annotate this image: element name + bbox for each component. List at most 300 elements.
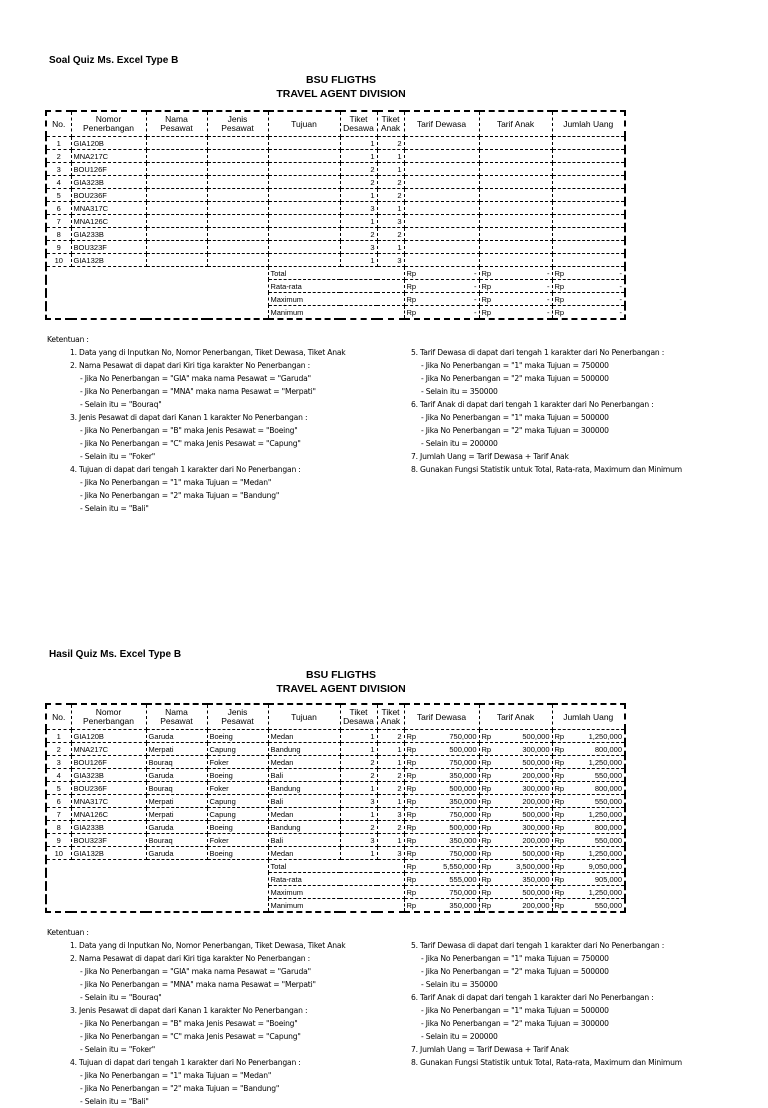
cell-tiket-dewasa[interactable]: 2 bbox=[340, 228, 377, 241]
currency-label: Rp bbox=[406, 887, 417, 897]
cell-jenis[interactable] bbox=[207, 254, 268, 267]
cell-nama[interactable]: Bouraq bbox=[146, 834, 207, 847]
cell-jenis[interactable]: Foker bbox=[207, 782, 268, 795]
amount-value: 300,000 bbox=[522, 822, 550, 832]
cell-jenis[interactable]: Capung bbox=[207, 795, 268, 808]
cell-tarif-anak[interactable] bbox=[479, 782, 552, 795]
summary-label[interactable]: Maximum bbox=[268, 886, 404, 899]
cell-tarif-dewasa[interactable] bbox=[404, 730, 479, 743]
amount-value: 1,250,000 bbox=[588, 848, 622, 858]
cell-nomor[interactable]: GIA120B bbox=[71, 137, 146, 150]
cell-nomor[interactable]: BOU126F bbox=[71, 756, 146, 769]
cell-tarif-dewasa[interactable] bbox=[404, 795, 479, 808]
cell-nomor[interactable]: BOU236F bbox=[71, 782, 146, 795]
summary-jumlah[interactable] bbox=[552, 280, 625, 293]
header-tiket-anak: Tiket Anak bbox=[377, 704, 404, 730]
table-row bbox=[46, 202, 625, 215]
currency-label: Rp bbox=[481, 874, 492, 884]
ketentuan-line: - Jika No Penerbangan = "1" maka Tujuan = 750000 bbox=[421, 954, 609, 963]
cell-nomor[interactable]: MNA126C bbox=[71, 215, 146, 228]
cell-jenis[interactable]: Foker bbox=[207, 834, 268, 847]
cell-jumlah[interactable] bbox=[552, 782, 625, 795]
cell-nama[interactable] bbox=[146, 254, 207, 267]
cell-tujuan[interactable] bbox=[268, 176, 340, 189]
summary-tarif-dewasa[interactable] bbox=[404, 267, 479, 280]
header-nama: Nama Pesawat bbox=[146, 111, 207, 137]
cell-jenis[interactable]: Foker bbox=[207, 756, 268, 769]
summary-jumlah[interactable] bbox=[552, 873, 625, 886]
summary-tarif-anak[interactable] bbox=[479, 899, 552, 913]
cell-jumlah[interactable] bbox=[552, 228, 625, 241]
cell-tarif-dewasa[interactable] bbox=[404, 834, 479, 847]
amount-value: 800,000 bbox=[594, 744, 622, 754]
cell-jenis[interactable]: Boeing bbox=[207, 769, 268, 782]
cell-tiket-dewasa[interactable]: 3 bbox=[340, 202, 377, 215]
ketentuan-line: 1. Data yang di Inputkan No, Nomor Penerbangan, Tiket Dewasa, Tiket Anak bbox=[70, 348, 346, 357]
cell-tarif-anak[interactable] bbox=[479, 769, 552, 782]
cell-nomor[interactable]: MNA217C bbox=[71, 150, 146, 163]
cell-nama[interactable]: Merpati bbox=[146, 743, 207, 756]
cell-nomor[interactable]: GIA323B bbox=[71, 176, 146, 189]
cell-tiket-dewasa[interactable]: 2 bbox=[340, 756, 377, 769]
cell-tiket-dewasa[interactable]: 2 bbox=[340, 163, 377, 176]
cell-tarif-dewasa[interactable] bbox=[404, 847, 479, 860]
ketentuan-line: - Selain itu = "Bouraq" bbox=[80, 400, 162, 409]
currency-label: Rp bbox=[481, 757, 492, 767]
cell-tujuan[interactable] bbox=[268, 241, 340, 254]
cell-jumlah[interactable] bbox=[552, 821, 625, 834]
cell-tarif-dewasa[interactable] bbox=[404, 215, 479, 228]
summary-jumlah[interactable] bbox=[552, 886, 625, 899]
cell-tiket-dewasa[interactable]: 2 bbox=[340, 176, 377, 189]
header-tarif-anak: Tarif Anak bbox=[479, 704, 552, 730]
cell-nomor[interactable]: MNA126C bbox=[71, 808, 146, 821]
cell-nama[interactable] bbox=[146, 137, 207, 150]
summary-jumlah[interactable] bbox=[552, 306, 625, 320]
cell-jumlah[interactable] bbox=[552, 808, 625, 821]
header-nomor: Nomor Penerbangan bbox=[71, 111, 146, 137]
cell-nomor[interactable]: GIA323B bbox=[71, 769, 146, 782]
header-tiket-dewasa: Tiket Desawa bbox=[340, 704, 377, 730]
cell-no[interactable]: 4 bbox=[46, 769, 71, 782]
cell-nama[interactable]: Garuda bbox=[146, 847, 207, 860]
cell-no[interactable]: 2 bbox=[46, 743, 71, 756]
cell-tiket-anak[interactable]: 1 bbox=[377, 241, 404, 254]
cell-no[interactable]: 8 bbox=[46, 228, 71, 241]
cell-jumlah[interactable] bbox=[552, 254, 625, 267]
amount-value: - bbox=[547, 294, 550, 304]
cell-tarif-dewasa[interactable] bbox=[404, 782, 479, 795]
cell-tiket-dewasa[interactable]: 1 bbox=[340, 150, 377, 163]
cell-tiket-dewasa[interactable]: 1 bbox=[340, 743, 377, 756]
cell-jenis[interactable] bbox=[207, 176, 268, 189]
cell-jenis[interactable]: Capung bbox=[207, 808, 268, 821]
ketentuan-left-1 bbox=[70, 346, 346, 515]
cell-no[interactable]: 1 bbox=[46, 137, 71, 150]
cell-tujuan[interactable]: Bali bbox=[268, 769, 340, 782]
cell-nomor[interactable]: GIA233B bbox=[71, 228, 146, 241]
cell-nama[interactable]: Garuda bbox=[146, 821, 207, 834]
cell-nomor[interactable]: GIA120B bbox=[71, 730, 146, 743]
cell-tiket-anak[interactable]: 3 bbox=[377, 254, 404, 267]
summary-label[interactable]: Rata-rata bbox=[268, 873, 404, 886]
cell-tarif-anak[interactable] bbox=[479, 137, 552, 150]
cell-tujuan[interactable]: Bali bbox=[268, 795, 340, 808]
cell-tiket-dewasa[interactable]: 1 bbox=[340, 847, 377, 860]
cell-tiket-anak[interactable]: 1 bbox=[377, 743, 404, 756]
ketentuan-line: 7. Jumlah Uang = Tarif Dewasa + Tarif Anak bbox=[411, 452, 569, 461]
summary-tarif-anak[interactable] bbox=[479, 873, 552, 886]
cell-nama[interactable] bbox=[146, 228, 207, 241]
cell-no[interactable]: 5 bbox=[46, 189, 71, 202]
header-tiket-anak: Tiket Anak bbox=[377, 111, 404, 137]
cell-tiket-anak[interactable]: 2 bbox=[377, 821, 404, 834]
cell-tujuan[interactable]: Medan bbox=[268, 730, 340, 743]
cell-jumlah[interactable] bbox=[552, 847, 625, 860]
currency-label: Rp bbox=[481, 796, 492, 806]
cell-tarif-anak[interactable] bbox=[479, 215, 552, 228]
summary-jumlah[interactable] bbox=[552, 267, 625, 280]
cell-no[interactable]: 10 bbox=[46, 254, 71, 267]
cell-jenis[interactable] bbox=[207, 241, 268, 254]
cell-tiket-anak[interactable]: 3 bbox=[377, 215, 404, 228]
ketentuan-line: - Jika No Penerbangan = "B" maka Jenis Pesawat = "Boeing" bbox=[80, 1019, 298, 1028]
ketentuan-line: - Selain itu = "Foker" bbox=[80, 1045, 156, 1054]
currency-label: Rp bbox=[406, 757, 417, 767]
currency-label: Rp bbox=[554, 796, 565, 806]
cell-tiket-anak[interactable]: 1 bbox=[377, 150, 404, 163]
cell-jumlah[interactable] bbox=[552, 795, 625, 808]
cell-no[interactable]: 2 bbox=[46, 150, 71, 163]
cell-no[interactable]: 9 bbox=[46, 834, 71, 847]
cell-nama[interactable]: Garuda bbox=[146, 730, 207, 743]
summary-label[interactable]: Total bbox=[268, 860, 404, 873]
cell-tiket-anak[interactable]: 2 bbox=[377, 228, 404, 241]
cell-tiket-anak[interactable]: 1 bbox=[377, 163, 404, 176]
table-row bbox=[46, 228, 625, 241]
ketentuan-line: - Jika No Penerbangan = "2" maka Tujuan = 300000 bbox=[421, 1019, 609, 1028]
cell-jumlah[interactable] bbox=[552, 241, 625, 254]
cell-tarif-anak[interactable] bbox=[479, 821, 552, 834]
cell-tiket-anak[interactable]: 2 bbox=[377, 137, 404, 150]
cell-jumlah[interactable] bbox=[552, 189, 625, 202]
cell-tujuan[interactable] bbox=[268, 202, 340, 215]
cell-jenis[interactable] bbox=[207, 228, 268, 241]
cell-nomor[interactable]: MNA317C bbox=[71, 202, 146, 215]
amount-value: 350,000 bbox=[522, 874, 550, 884]
cell-tiket-anak[interactable]: 2 bbox=[377, 176, 404, 189]
cell-tiket-dewasa[interactable]: 3 bbox=[340, 241, 377, 254]
cell-tujuan[interactable] bbox=[268, 137, 340, 150]
cell-jenis[interactable]: Capung bbox=[207, 743, 268, 756]
ketentuan-line: 2. Nama Pesawat di dapat dari Kiri tiga karakter No Penerbangan : bbox=[70, 361, 310, 370]
cell-jumlah[interactable] bbox=[552, 215, 625, 228]
cell-nomor[interactable]: GIA132B bbox=[71, 847, 146, 860]
cell-tujuan[interactable] bbox=[268, 215, 340, 228]
amount-value: 1,250,000 bbox=[588, 731, 622, 741]
cell-no[interactable]: 5 bbox=[46, 782, 71, 795]
cell-no[interactable]: 8 bbox=[46, 821, 71, 834]
cell-tarif-anak[interactable] bbox=[479, 228, 552, 241]
cell-tiket-dewasa[interactable]: 1 bbox=[340, 215, 377, 228]
cell-tarif-anak[interactable] bbox=[479, 730, 552, 743]
amount-value: 800,000 bbox=[594, 783, 622, 793]
amount-value: - bbox=[547, 268, 550, 278]
title-line-1: BSU FLIGTHS bbox=[306, 74, 376, 86]
cell-nomor[interactable]: MNA317C bbox=[71, 795, 146, 808]
amount-value: 500,000 bbox=[522, 887, 550, 897]
cell-jenis[interactable]: Boeing bbox=[207, 730, 268, 743]
summary-label[interactable]: Total bbox=[268, 267, 404, 280]
cell-nomor[interactable]: BOU323F bbox=[71, 834, 146, 847]
cell-jenis[interactable]: Boeing bbox=[207, 821, 268, 834]
cell-tarif-anak[interactable] bbox=[479, 808, 552, 821]
cell-jenis[interactable] bbox=[207, 150, 268, 163]
cell-tujuan[interactable]: Bandung bbox=[268, 782, 340, 795]
cell-tiket-anak[interactable]: 1 bbox=[377, 756, 404, 769]
cell-no[interactable]: 6 bbox=[46, 202, 71, 215]
cell-jumlah[interactable] bbox=[552, 150, 625, 163]
ketentuan-line: 7. Jumlah Uang = Tarif Dewasa + Tarif Anak bbox=[411, 1045, 569, 1054]
table-row bbox=[46, 176, 625, 189]
summary-tarif-anak[interactable] bbox=[479, 886, 552, 899]
cell-no[interactable]: 6 bbox=[46, 795, 71, 808]
currency-label: Rp bbox=[481, 822, 492, 832]
cell-tarif-dewasa[interactable] bbox=[404, 808, 479, 821]
cell-tiket-dewasa[interactable]: 1 bbox=[340, 730, 377, 743]
summary-tarif-dewasa[interactable] bbox=[404, 873, 479, 886]
cell-jenis[interactable] bbox=[207, 189, 268, 202]
currency-label: Rp bbox=[554, 268, 565, 278]
ketentuan-line: - Jika No Penerbangan = "2" maka Tujuan = 500000 bbox=[421, 967, 609, 976]
currency-label: Rp bbox=[406, 900, 417, 910]
header-jumlah: Jumlah Uang bbox=[552, 111, 625, 137]
cell-tujuan[interactable]: Bali bbox=[268, 834, 340, 847]
cell-tujuan[interactable]: Medan bbox=[268, 808, 340, 821]
cell-tarif-dewasa[interactable] bbox=[404, 254, 479, 267]
cell-tarif-dewasa[interactable] bbox=[404, 176, 479, 189]
cell-nama[interactable] bbox=[146, 215, 207, 228]
cell-nama[interactable]: Garuda bbox=[146, 769, 207, 782]
cell-no[interactable]: 4 bbox=[46, 176, 71, 189]
cell-nomor[interactable]: MNA217C bbox=[71, 743, 146, 756]
cell-tiket-anak[interactable]: 2 bbox=[377, 782, 404, 795]
cell-tiket-dewasa[interactable]: 1 bbox=[340, 254, 377, 267]
cell-tarif-anak[interactable] bbox=[479, 241, 552, 254]
cell-tiket-dewasa[interactable]: 1 bbox=[340, 189, 377, 202]
cell-tarif-anak[interactable] bbox=[479, 834, 552, 847]
cell-nomor[interactable]: GIA233B bbox=[71, 821, 146, 834]
cell-nomor[interactable]: BOU126F bbox=[71, 163, 146, 176]
cell-tarif-anak[interactable] bbox=[479, 150, 552, 163]
cell-tiket-dewasa[interactable]: 1 bbox=[340, 808, 377, 821]
cell-nama[interactable] bbox=[146, 176, 207, 189]
summary-label[interactable]: Maximum bbox=[268, 293, 404, 306]
cell-tujuan[interactable]: Bandung bbox=[268, 821, 340, 834]
cell-jumlah[interactable] bbox=[552, 202, 625, 215]
cell-tarif-anak[interactable] bbox=[479, 176, 552, 189]
cell-jenis[interactable]: Boeing bbox=[207, 847, 268, 860]
cell-tarif-dewasa[interactable] bbox=[404, 743, 479, 756]
cell-nama[interactable]: Merpati bbox=[146, 808, 207, 821]
summary-tarif-anak[interactable] bbox=[479, 293, 552, 306]
cell-tarif-anak[interactable] bbox=[479, 795, 552, 808]
cell-tujuan[interactable] bbox=[268, 228, 340, 241]
cell-tarif-dewasa[interactable] bbox=[404, 189, 479, 202]
cell-nomor[interactable]: GIA132B bbox=[71, 254, 146, 267]
amount-value: - bbox=[474, 307, 477, 317]
summary-jumlah[interactable] bbox=[552, 293, 625, 306]
amount-value: 500,000 bbox=[522, 848, 550, 858]
cell-tarif-dewasa[interactable] bbox=[404, 137, 479, 150]
summary-tarif-anak[interactable] bbox=[479, 280, 552, 293]
currency-label: Rp bbox=[481, 835, 492, 845]
summary-tarif-dewasa[interactable] bbox=[404, 886, 479, 899]
summary-tarif-dewasa[interactable] bbox=[404, 293, 479, 306]
cell-tujuan[interactable] bbox=[268, 163, 340, 176]
ketentuan-line: - Selain itu = 200000 bbox=[421, 1032, 498, 1041]
cell-tarif-anak[interactable] bbox=[479, 202, 552, 215]
cell-nama[interactable] bbox=[146, 163, 207, 176]
amount-value: 300,000 bbox=[522, 744, 550, 754]
summary-jumlah[interactable] bbox=[552, 860, 625, 873]
cell-no[interactable]: 7 bbox=[46, 808, 71, 821]
cell-jenis[interactable] bbox=[207, 137, 268, 150]
currency-label: Rp bbox=[406, 307, 417, 317]
cell-tiket-anak[interactable]: 1 bbox=[377, 795, 404, 808]
cell-tiket-anak[interactable]: 1 bbox=[377, 202, 404, 215]
cell-tiket-dewasa[interactable]: 1 bbox=[340, 782, 377, 795]
cell-tarif-anak[interactable] bbox=[479, 254, 552, 267]
cell-tarif-dewasa[interactable] bbox=[404, 163, 479, 176]
cell-jumlah[interactable] bbox=[552, 176, 625, 189]
cell-tarif-dewasa[interactable] bbox=[404, 241, 479, 254]
cell-tiket-dewasa[interactable]: 1 bbox=[340, 137, 377, 150]
cell-jumlah[interactable] bbox=[552, 769, 625, 782]
amount-value: - bbox=[474, 281, 477, 291]
cell-jumlah[interactable] bbox=[552, 834, 625, 847]
currency-label: Rp bbox=[481, 783, 492, 793]
summary-label[interactable]: Manimum bbox=[268, 899, 404, 913]
cell-tujuan[interactable] bbox=[268, 254, 340, 267]
amount-value: 550,000 bbox=[594, 770, 622, 780]
cell-tarif-anak[interactable] bbox=[479, 163, 552, 176]
result-table bbox=[45, 703, 626, 913]
cell-tarif-anak[interactable] bbox=[479, 189, 552, 202]
cell-no[interactable]: 9 bbox=[46, 241, 71, 254]
cell-nomor[interactable]: BOU236F bbox=[71, 189, 146, 202]
cell-tarif-dewasa[interactable] bbox=[404, 228, 479, 241]
summary-label[interactable]: Rata-rata bbox=[268, 280, 404, 293]
currency-label: Rp bbox=[554, 900, 565, 910]
summary-tarif-anak[interactable] bbox=[479, 306, 552, 320]
cell-jenis[interactable] bbox=[207, 163, 268, 176]
result-header-row bbox=[46, 704, 625, 730]
cell-tujuan[interactable]: Medan bbox=[268, 756, 340, 769]
cell-jenis[interactable] bbox=[207, 215, 268, 228]
currency-label: Rp bbox=[554, 874, 565, 884]
summary-blank bbox=[46, 860, 268, 913]
cell-nama[interactable]: Bouraq bbox=[146, 782, 207, 795]
summary-tarif-dewasa[interactable] bbox=[404, 280, 479, 293]
summary-tarif-dewasa[interactable] bbox=[404, 899, 479, 913]
cell-jumlah[interactable] bbox=[552, 137, 625, 150]
cell-no[interactable]: 10 bbox=[46, 847, 71, 860]
table-row bbox=[46, 821, 625, 834]
amount-value: 750,000 bbox=[449, 757, 477, 767]
cell-jumlah[interactable] bbox=[552, 730, 625, 743]
cell-tarif-dewasa[interactable] bbox=[404, 821, 479, 834]
summary-tarif-anak[interactable] bbox=[479, 860, 552, 873]
cell-tarif-dewasa[interactable] bbox=[404, 769, 479, 782]
summary-tarif-anak[interactable] bbox=[479, 267, 552, 280]
cell-tujuan[interactable]: Bandung bbox=[268, 743, 340, 756]
cell-nama[interactable] bbox=[146, 241, 207, 254]
cell-tarif-anak[interactable] bbox=[479, 847, 552, 860]
ketentuan-line: 8. Gunakan Fungsi Statistik untuk Total, Rata-rata, Maximum dan Minimum bbox=[411, 1058, 682, 1067]
cell-no[interactable]: 1 bbox=[46, 730, 71, 743]
summary-label[interactable]: Manimum bbox=[268, 306, 404, 320]
cell-no[interactable]: 3 bbox=[46, 163, 71, 176]
summary-tarif-dewasa[interactable] bbox=[404, 860, 479, 873]
summary-tarif-dewasa[interactable] bbox=[404, 306, 479, 320]
cell-tujuan[interactable] bbox=[268, 189, 340, 202]
title-line-1b: BSU FLIGTHS bbox=[306, 669, 376, 681]
cell-nomor[interactable]: BOU323F bbox=[71, 241, 146, 254]
cell-nama[interactable] bbox=[146, 150, 207, 163]
cell-tiket-anak[interactable]: 2 bbox=[377, 189, 404, 202]
currency-label: Rp bbox=[481, 809, 492, 819]
cell-jumlah[interactable] bbox=[552, 163, 625, 176]
cell-tiket-dewasa[interactable]: 2 bbox=[340, 769, 377, 782]
ketentuan-line: - Jika No Penerbangan = "2" maka Tujuan = 300000 bbox=[421, 426, 609, 435]
cell-jumlah[interactable] bbox=[552, 756, 625, 769]
ketentuan-line: 8. Gunakan Fungsi Statistik untuk Total, Rata-rata, Maximum dan Minimum bbox=[411, 465, 682, 474]
cell-tiket-anak[interactable]: 3 bbox=[377, 847, 404, 860]
summary-jumlah[interactable] bbox=[552, 899, 625, 913]
cell-jenis[interactable] bbox=[207, 202, 268, 215]
cell-tarif-dewasa[interactable] bbox=[404, 202, 479, 215]
cell-nama[interactable] bbox=[146, 189, 207, 202]
ketentuan-line: - Jika No Penerbangan = "2" maka Tujuan = "Bandung" bbox=[80, 491, 280, 500]
cell-nama[interactable]: Bouraq bbox=[146, 756, 207, 769]
cell-tarif-dewasa[interactable] bbox=[404, 756, 479, 769]
cell-no[interactable]: 7 bbox=[46, 215, 71, 228]
currency-label: Rp bbox=[554, 861, 565, 871]
cell-tiket-anak[interactable]: 2 bbox=[377, 769, 404, 782]
cell-tiket-dewasa[interactable]: 3 bbox=[340, 795, 377, 808]
cell-jumlah[interactable] bbox=[552, 743, 625, 756]
cell-no[interactable]: 3 bbox=[46, 756, 71, 769]
amount-value: 500,000 bbox=[449, 822, 477, 832]
currency-label: Rp bbox=[481, 294, 492, 304]
cell-tarif-dewasa[interactable] bbox=[404, 150, 479, 163]
cell-tujuan[interactable] bbox=[268, 150, 340, 163]
cell-tarif-anak[interactable] bbox=[479, 756, 552, 769]
cell-tiket-anak[interactable]: 3 bbox=[377, 808, 404, 821]
table-row bbox=[46, 215, 625, 228]
cell-nama[interactable] bbox=[146, 202, 207, 215]
cell-nama[interactable]: Merpati bbox=[146, 795, 207, 808]
cell-tujuan[interactable]: Medan bbox=[268, 847, 340, 860]
cell-tiket-anak[interactable]: 1 bbox=[377, 834, 404, 847]
cell-tiket-anak[interactable]: 2 bbox=[377, 730, 404, 743]
cell-tiket-dewasa[interactable]: 3 bbox=[340, 834, 377, 847]
amount-value: - bbox=[619, 281, 622, 291]
cell-tarif-anak[interactable] bbox=[479, 743, 552, 756]
cell-tiket-dewasa[interactable]: 2 bbox=[340, 821, 377, 834]
ketentuan-line: 5. Tarif Dewasa di dapat dari tengah 1 karakter dari No Penerbangan : bbox=[411, 348, 665, 357]
